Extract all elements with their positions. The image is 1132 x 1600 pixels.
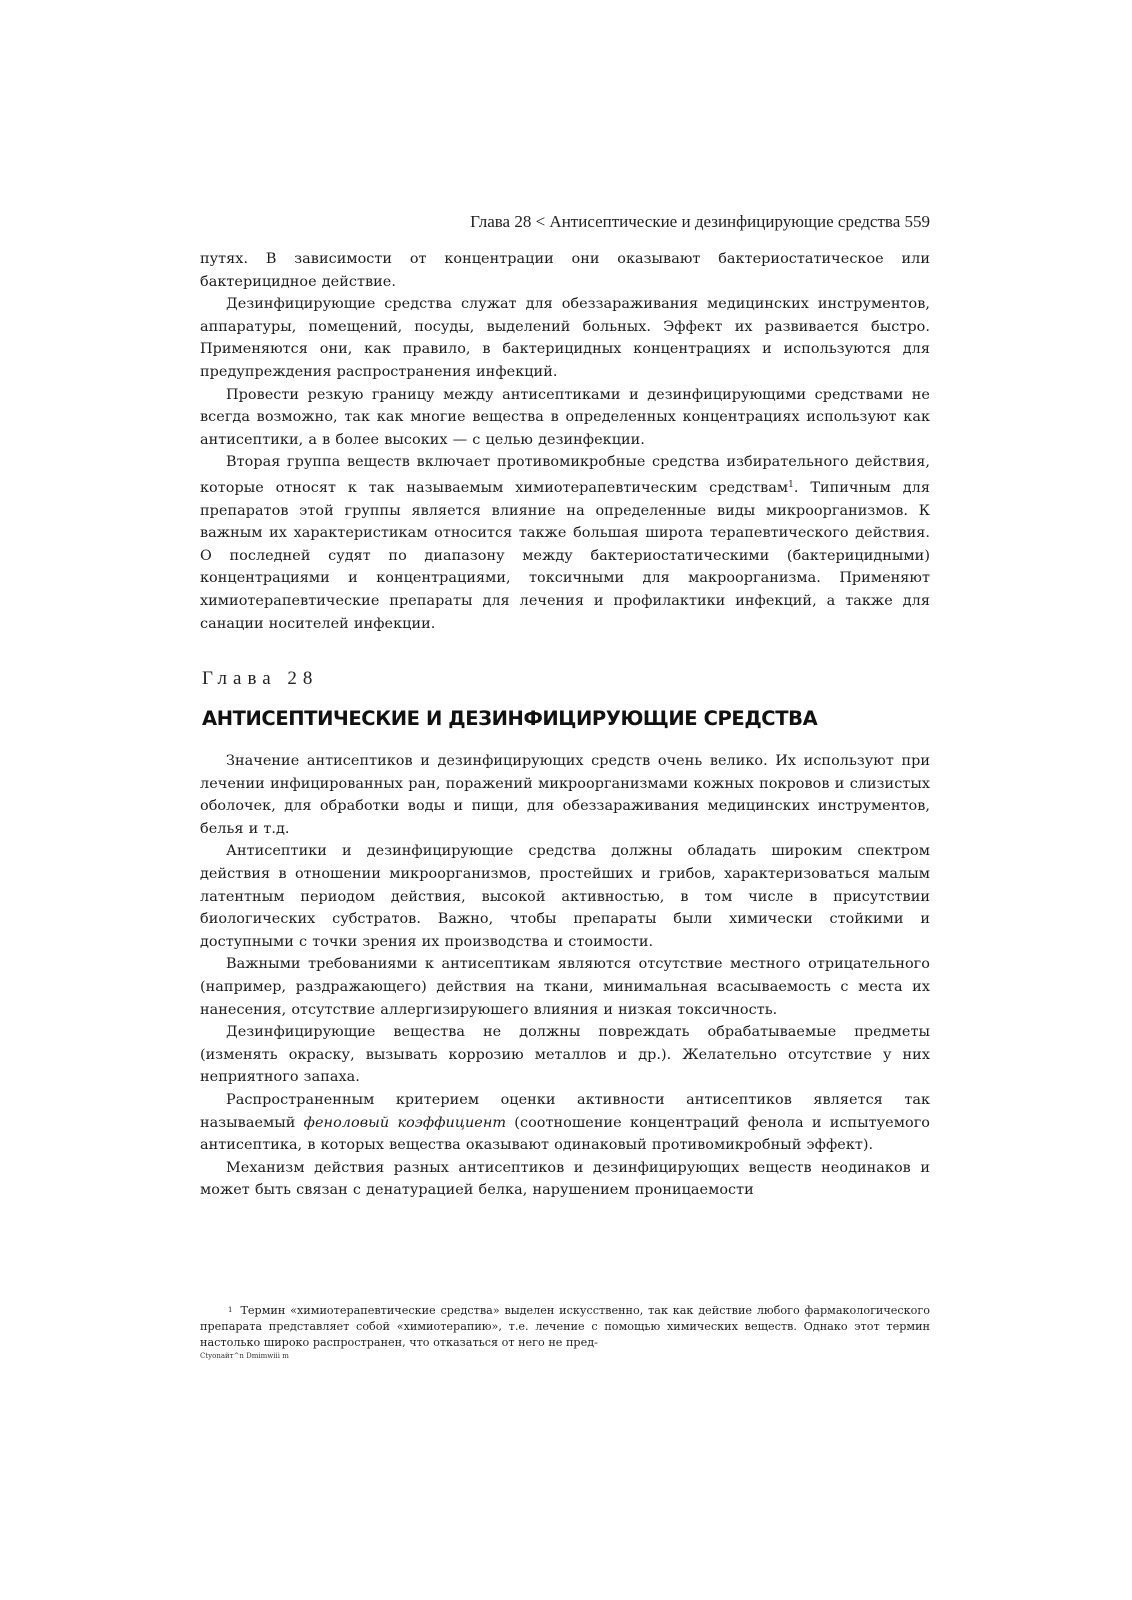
paragraph: Значение антисептиков и дезинфицирующих средств очень велико. Их используют при лечении инфицированных ран, поражений микроорганизмами кожных покровов и слизистых оболочек, для обработки воды и пищи, для обеззараживания медицинских инструментов, белья и т.д.	[200, 753, 930, 837]
chapter-label: Глава 28	[202, 668, 319, 689]
footnote-text: Термин «химиотерапевтические средства» выделен искусственно, так как действие любого фармакологического препарата представляет собой «химиотерапию», т.е. лечение с помощью химических веществ. Однако этот термин настолько широко распространен, что отказаться от него не пред-	[200, 1304, 930, 1349]
italic-term: феноловый коэффициент	[303, 1114, 507, 1131]
paragraph-text: Распространенным критерием оценки активности антисептиков является так называемый	[200, 1091, 930, 1131]
paragraph: Дезинфицирующие средства служат для обеззараживания медицинских инструментов, аппаратуры, помещений, посуды, выделений больных. Эффект их развивается быстро. Применяются они, как правило, в бактерицидных концентрациях и используются для предупреждения распространения инфекций.	[200, 296, 930, 380]
paragraph: путях. В зависимости от концентрации они оказывают бактериостатическое или бактерицидное действие.	[200, 251, 930, 290]
top-text-block	[200, 248, 930, 635]
footnote-reference: 1	[788, 479, 794, 490]
paragraph	[200, 1089, 930, 1157]
chapter-title: АНТИСЕПТИЧЕСКИЕ И ДЕЗИНФИЦИРУЮЩИЕ СРЕДСТВА	[202, 707, 818, 730]
scan-stamp: Ctyonaйт^n Dmimwiii m	[200, 1352, 289, 1360]
paragraph: Механизм действия разных антисептиков и дезинфицирующих веществ неодинаков и может быть связан с денатурацией белка, нарушением проницаемости	[200, 1159, 930, 1199]
paragraph-text: . Типичным для препаратов этой группы является влияние на определенные виды микроорганизмов. К важным их характеристикам относится также большая широта терапевтического действия. О последней судят по диапазону между бактериостатическими (бактерицидными) концентрациями и концентрациями, токсичными для макроорганизма. Применяют химиотерапевтические препараты для лечения и профилактики инфекций, а также для санации носителей инфекции.	[200, 479, 930, 632]
paragraph-text: Вторая группа веществ включает противомикробные средства избирательного действия, которые относят к так называемым химиотерапевтическим средствам	[200, 454, 930, 496]
footnote-paragraph	[200, 1302, 930, 1351]
paragraph: Антисептики и дезинфицирующие средства должны обладать широким спектром действия в отношении микроорганизмов, простейших и грибов, характеризоваться малым латентным периодом действия, высокой активностью, в том числе в присутствии биологических субстратов. Важно, чтобы препараты были химически стойкими и доступными с точки зрения их производства и стоимости.	[200, 843, 930, 950]
chapter-text-block	[200, 750, 930, 1202]
paragraph: Дезинфицирующие вещества не должны повреждать обрабатываемые предметы (изменять окраску, вызывать коррозию металлов и др.). Желательно отсутствие у них неприятного запаха.	[200, 1024, 930, 1086]
paragraph-text: (соотношение концентраций фенола и испытуемого антисептика, в которых вещества оказывают одинаковый противомикробный эффект).	[200, 1114, 930, 1154]
footnote	[200, 1302, 930, 1351]
paragraph	[200, 451, 930, 635]
paragraph: Важными требованиями к антисептикам являются отсутствие местного отрицательного (например, раздражающего) действия на ткани, минимальная всасываемость с места их нанесения, отсутствие аллергизируюшего влияния и низкая токсичность.	[200, 956, 930, 1018]
paragraph: Провести резкую границу между антисептиками и дезинфицирующими средствами не всегда возможно, так как многие вещества в определенных концентрациях используют как антисептики, а в более высоких — с целью дезинфекции.	[200, 386, 930, 448]
running-head: Глава 28 < Антисептические и дезинфицирующие средства 559	[470, 212, 930, 231]
footnote-marker: 1	[228, 1306, 233, 1314]
